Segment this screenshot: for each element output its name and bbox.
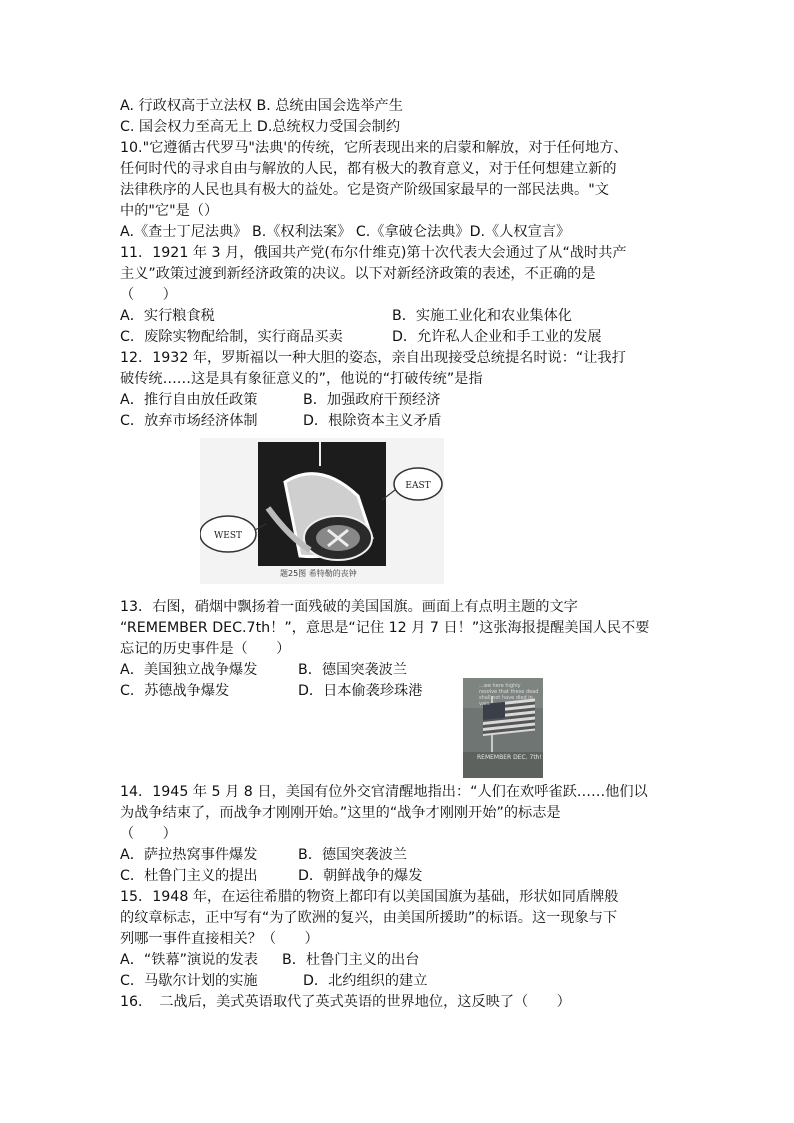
q11-stem-line1: 11．1921 年 3 月，俄国共产党(布尔什维克)第十次代表大会通过了从“战时共产	[120, 245, 627, 261]
q12-option-a: A．推行自由放任政策	[120, 392, 258, 408]
q10-options: A.《查士丁尼法典》 B.《权利法案》 C.《拿破仑法典》D.《人权宣言》	[120, 224, 571, 240]
q14-stem-line2: 为战争结束了，而战争才刚刚开始。”这里的“战争才刚刚开始”的标志是	[120, 805, 561, 821]
remember-dec7-poster	[463, 678, 543, 778]
q13-stem-line1: 13．右图，硝烟中飘扬着一面残破的美国国旗。画面上有点明主题的文字	[120, 599, 578, 615]
poster-top-text: ...we here highly resolve that these dead shall not have died in vain	[479, 683, 539, 707]
hitler-bell-cartoon	[200, 438, 444, 584]
q14-option-c: C．杜鲁门主义的提出	[120, 868, 258, 884]
q12-stem-line1: 12．1932 年，罗斯福以一种大胆的姿态，亲自出现接受总统提名时说：“让我打	[120, 350, 626, 366]
q13-stem-line3: 忘记的历史事件是（ ）	[120, 641, 291, 657]
west-label: WEST	[214, 531, 242, 541]
q13-stem-line2: “REMEMBER DEC.7th！”，意思是“记住 12 月 7 日！”这张海报提醒美国人民不要	[120, 620, 650, 636]
poster-bottom-text: REMEMBER DEC. 7th!	[477, 754, 542, 761]
q15-stem-line2: 的纹章标志，正中写有“为了欧洲的复兴，由美国所援助”的标语。这一现象与下	[120, 910, 618, 926]
q10-stem-line3: 法律秩序的人民也具有极大的益处。它是资产阶级国家最早的一部民法典。"文	[120, 182, 609, 198]
q13-option-b: B．德国突袭波兰	[298, 662, 408, 678]
q15-option-d: D．北约组织的建立	[303, 973, 428, 989]
q11-option-a: A．实行粮食税	[120, 308, 215, 324]
q14-option-a: A．萨拉热窝事件爆发	[120, 847, 258, 863]
q15-option-c: C．马歇尔计划的实施	[120, 973, 258, 989]
q10-stem-line2: 任何时代的寻求自由与解放的人民，都有极大的教育意义，对于任何想建立新的	[120, 161, 617, 177]
q14-option-b: B．德国突袭波兰	[298, 847, 408, 863]
q15-stem-line1: 15．1948 年，在运往希腊的物资上都印有以美国国旗为基础，形状如同盾牌般	[120, 889, 619, 905]
bell-cartoon-drawing	[200, 438, 444, 584]
east-label: EAST	[405, 481, 431, 491]
q11-option-d: D．允许私人企业和手工业的发展	[392, 329, 602, 345]
q13-option-c: C．苏德战争爆发	[120, 683, 230, 699]
q14-stem-line1: 14．1945 年 5 月 8 日，美国有位外交官清醒地指出：“人们在欢呼雀跃……他们以	[120, 784, 648, 800]
q14-option-d: D．朝鲜战争的爆发	[298, 868, 423, 884]
q13-option-a: A．美国独立战争爆发	[120, 662, 258, 678]
q15-stem-line3: 列哪一事件直接相关？（ ）	[120, 931, 319, 947]
q15-option-a: A．“铁幕”演说的发表	[120, 952, 258, 968]
q12-stem-line2: 破传统……这是具有象征意义的”，他说的“打破传统”是指	[120, 371, 483, 387]
q12-option-b: B．加强政府干预经济	[303, 392, 441, 408]
q12-option-c: C．放弃市场经济体制	[120, 413, 258, 429]
q11-stem-line3: （ ）	[120, 287, 177, 303]
q11-stem-line2: 主义”政策过渡到新经济政策的决议。以下对新经济政策的表述，不正确的是	[120, 266, 596, 282]
q10-stem-line4: 中的"它"是（）	[120, 203, 219, 219]
q14-stem-line3: （ ）	[120, 826, 177, 842]
q15-option-b: B．杜鲁门主义的出台	[282, 952, 420, 968]
q12-option-d: D．根除资本主义矛盾	[303, 413, 442, 429]
q11-option-b: B．实施工业化和农业集体化	[392, 308, 572, 324]
q11-option-c: C．废除实物配给制，实行商品买卖	[120, 329, 343, 345]
q9-options-row2: C. 国会权力至高无上 D.总统权力受国会制约	[120, 119, 401, 135]
q16-stem: 16． 二战后，美式英语取代了英式英语的世界地位，这反映了（ ）	[120, 994, 571, 1010]
q9-options-row1: A. 行政权高于立法权 B. 总统由国会选举产生	[120, 98, 403, 114]
figure1-caption: 题25图 希特勒的丧钟	[280, 569, 357, 578]
q13-option-d: D．日本偷袭珍珠港	[298, 683, 423, 699]
q10-stem-line1: 10."它遵循古代罗马"法典'的传统，它所表现出来的启蒙和解放，对于任何地方、	[120, 140, 628, 156]
